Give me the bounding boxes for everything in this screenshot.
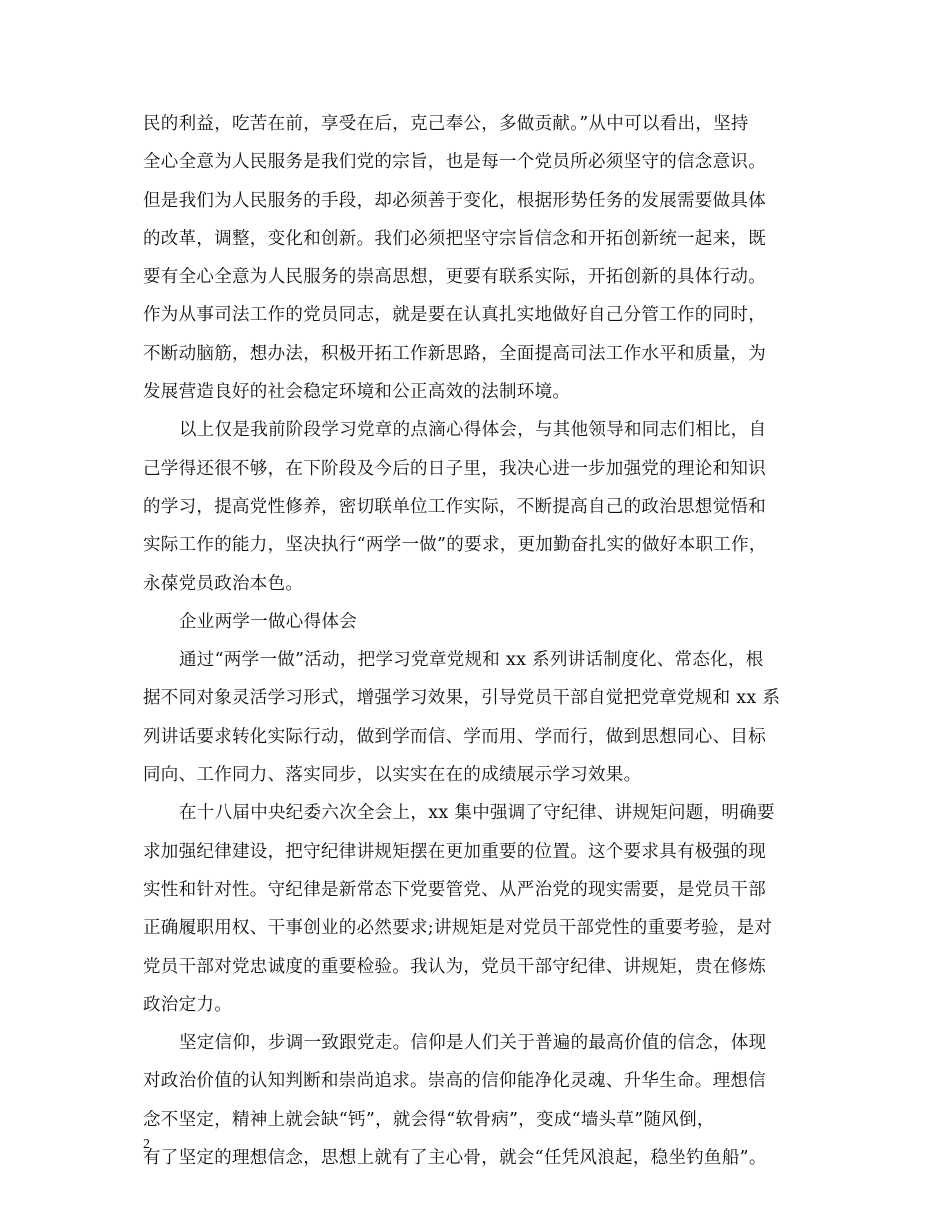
text-line: 党员干部对党忠诚度的重要检验。我认为，党员干部守纪律、讲规矩，贵在修炼 (143, 956, 766, 977)
paragraph-start-line: 以上仅是我前阶段学习党章的点滴心得体会，与其他领导和同志们相比，自 (179, 420, 767, 441)
text-line: 全心全意为人民服务是我们党的宗旨，也是每一个党员所必须坚守的信念意识。 (143, 152, 766, 173)
text-line: 但是我们为人民服务的手段，却必须善于变化，根据形势任务的发展需要做具体 (143, 190, 766, 211)
paragraph-start-line: 在十八届中央纪委六次全会上，xx 集中强调了守纪律、讲规矩问题，明确要 (179, 803, 775, 824)
text-line: 同向、工作同力、落实同步，以实实在在的成绩展示学习效果。 (143, 765, 642, 786)
text-line: 有了坚定的理想信念，思想上就有了主心骨，就会“任凭风浪起，稳坐钓鱼船”。 (143, 1148, 767, 1169)
page-number: 2 (143, 1137, 150, 1152)
text-line: 发展营造良好的社会稳定环境和公正高效的法制环境。 (143, 382, 571, 403)
text-line: 不断动脑筋，想办法，积极开拓工作新思路，全面提高司法工作水平和质量，为 (143, 343, 766, 364)
text-line: 永葆党员政治本色。 (143, 573, 304, 594)
text-line: 的学习，提高党性修养，密切联单位工作实际，不断提高自己的政治思想觉悟和 (143, 496, 766, 517)
text-line: 对政治价值的认知判断和崇尚追求。崇高的信仰能净化灵魂、升华生命。理想信 (143, 1071, 766, 1092)
text-line: 念不坚定，精神上就会缺“钙”，就会得“软骨病”，变成“墙头草”随风倒， (143, 1109, 715, 1130)
text-line: 实性和针对性。守纪律是新常态下党要管党、从严治党的现实需要，是党员干部 (143, 879, 766, 900)
text-line: 己学得还很不够，在下阶段及今后的日子里，我决心进一步加强党的理论和知识 (143, 458, 766, 479)
text-line: 实际工作的能力，坚决执行“两学一做”的要求，更加勤奋扎实的做好本职工作， (143, 535, 767, 556)
text-line: 求加强纪律建设，把守纪律讲规矩摆在更加重要的位置。这个要求具有极强的现 (143, 841, 766, 862)
text-line: 列讲话要求转化实际行动，做到学而信、学而用、学而行，做到思想同心、目标 (143, 726, 766, 747)
paragraph-start-line: 坚定信仰，步调一致跟党走。信仰是人们关于普遍的最高价值的信念，体现 (179, 1033, 767, 1054)
section-heading: 企业两学一做心得体会 (179, 611, 357, 632)
text-line: 要有全心全意为人民服务的崇高思想，更要有联系实际，开拓创新的具体行动。 (143, 267, 766, 288)
text-line: 正确履职用权、干事创业的必然要求;讲规矩是对党员干部党性的重要考验，是对 (143, 918, 773, 939)
text-line: 的改革，调整，变化和创新。我们必须把坚守宗旨信念和开拓创新统一起来，既 (143, 228, 766, 249)
text-line: 据不同对象灵活学习形式，增强学习效果，引导党员干部自觉把党章党规和 xx 系 (143, 688, 781, 709)
text-line: 民的利益，吃苦在前，享受在后，克己奉公，多做贡献。”从中可以看出，坚持 (143, 114, 749, 134)
text-line: 政治定力。 (143, 994, 232, 1015)
body-text (143, 105, 823, 1177)
text-line: 作为从事司法工作的党员同志，就是要在认真扎实地做好自己分管工作的同时， (143, 305, 766, 326)
paragraph-start-line: 通过“两学一做”活动，把学习党章党规和 xx 系列讲话制度化、常态化，根 (179, 650, 764, 671)
